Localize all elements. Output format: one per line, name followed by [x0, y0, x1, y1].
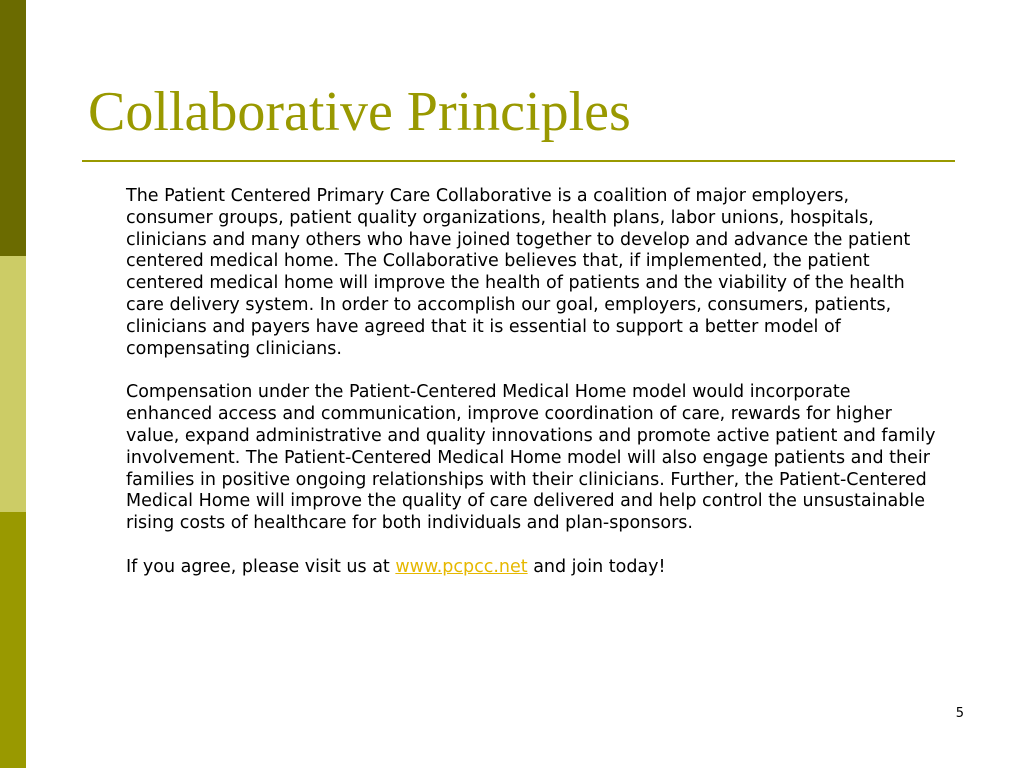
paragraph-call-to-action: [126, 557, 936, 579]
slide-body: [126, 186, 936, 601]
sidebar-accent-middle: [0, 256, 26, 512]
sidebar-accent-top: [0, 0, 26, 256]
title-divider: [82, 160, 955, 162]
page-number: 5: [955, 706, 964, 721]
call-to-action-text: If you agree, please visit us at: [126, 556, 396, 577]
paragraph-compensation: Compensation under the Patient-Centered Medical Home model would incorporate enhanced access and communication, improve coordination of care, rewards for higher value, expand administrative and quality innovations and promote active patient and family involvement. The Patient-Centered Medical Home model will also engage patients and their families in positive ongoing relationships with their clinicians. Further, the Patient-Centered Medical Home will improve the quality of care delivered and help control the unsustainable rising costs of healthcare for both individuals and plan-sponsors.: [126, 382, 936, 534]
slide-title: Collaborative Principles: [88, 81, 631, 143]
pcpcc-website-link[interactable]: www.pcpcc.net: [395, 556, 528, 577]
sidebar-accent-bottom: [0, 512, 26, 768]
paragraph-coalition: The Patient Centered Primary Care Collaborative is a coalition of major employers, consumer groups, patient quality organizations, health plans, labor unions, hospitals, clinicians and many others who have joined together to develop and advance the patient centered medical home. The Collaborative believes that, if implemented, the patient centered medical home will improve the health of patients and the viability of the health care delivery system. In order to accomplish our goal, employers, consumers, patients, clinicians and payers have agreed that it is essential to support a better model of compensating clinicians.: [126, 186, 911, 359]
call-to-action-text-end: and join today!: [527, 556, 666, 577]
